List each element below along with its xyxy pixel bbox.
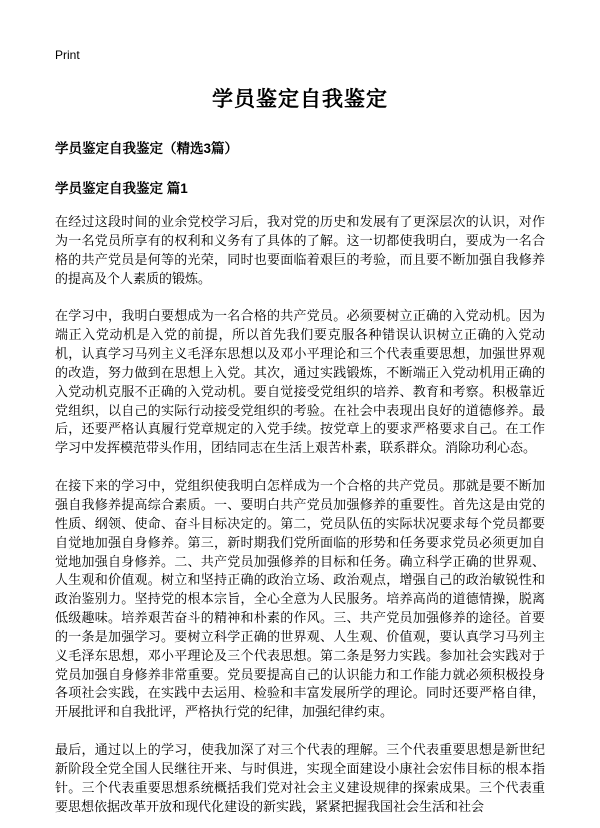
body-paragraph-2: 在学习中，我明白要想成为一名合格的共产党员。必须要树立正确的入党动机。因为端正入党动机是入党的前提，所以首先我们要克服各种错误认识树立正确的入党动机，认真学习马列主义毛泽东思想以及邓小平理论和三个代表重要思想，加强世界观的改造，努力做到在思想上入党。其次，通过实践锻炼，不断端正入党动机用正确的入党动机克服不正确的入党动机。要自觉接受党组织的培养、教育和考察。积极靠近党组织，以自己的实际行动接受党组织的考验。在社会中表现出良好的道德修养。最后，还要严格认真履行党章规定的入党手续。按党章上的要求严格要求自己。在工作学习中发挥模范带头作用，团结同志在生活上艰苦朴素，联系群众。消除功利心态。 — [55, 308, 545, 456]
body-paragraph-4: 最后，通过以上的学习，使我加深了对三个代表的理解。三个代表重要思想是新世纪新阶段全党全国人民继往开来、与时俱进，实现全面建设小康社会宏伟目标的根本指针。三个代表重要思想系统概括我们党对社会主义建设规律的探索成果。三个代表重要思想依据改革开放和现代化建设的新实践，紧紧把握我国社会生活和社会 — [55, 742, 545, 814]
body-paragraph-3: 在接下来的学习中，党组织使我明白怎样成为一个合格的共产党员。那就是要不断加强自我修养提高综合素质。一、要明白共产党员加强修养的重要性。首先这是由党的性质、纲领、使命、奋斗目标决定的。第二，党员队伍的实际状况要求每个党员都要自觉地加强自身修养。第三，新时期我们党所面临的形势和任务要求党员必须更加自觉地加强自身修养。二、共产党员加强修养的目标和任务。确立科学正确的世界观、人生观和价值观。树立和坚持正确的政治立场、政治观点，增强自己的政治敏锐性和政治鉴别力。坚持党的根本宗旨，全心全意为人民服务。培养高尚的道德情操，脱离低级趣味。培养艰苦奋斗的精神和朴素的作风。三、共产党员加强修养的途径。首要的一条是加强学习。要树立科学正确的世界观、人生观、价值观，要认真学习马列主义毛泽东思想，邓小平理论及三个代表思想。第二条是努力实践。参加社会实践对于党员加强自身修养非常重要。党员要提高自己的认识能力和工作能力就必须积极投身各项社会实践，在实践中去运用、检验和丰富发展所学的理论。同时还要严格自律，开展批评和自我批评，严格执行党的纪律，加强纪律约束。 — [55, 478, 545, 720]
print-button[interactable]: Print — [55, 48, 80, 62]
body-paragraph-1: 在经过这段时间的业余党校学习后，我对党的历史和发展有了更深层次的认识，对作为一名党员所享有的权利和义务有了具体的了解。这一切都使我明白，要成为一名合格的共产党员是何等的光荣，同时也要面临着艰巨的考验，而且要不断加强自我修养的提高及个人素质的锻炼。 — [55, 214, 545, 286]
section-heading-part1: 学员鉴定自我鉴定 篇1 — [55, 181, 188, 196]
document-subtitle: 学员鉴定自我鉴定（精选3篇） — [55, 141, 239, 156]
page-title: 学员鉴定自我鉴定 — [212, 88, 388, 111]
